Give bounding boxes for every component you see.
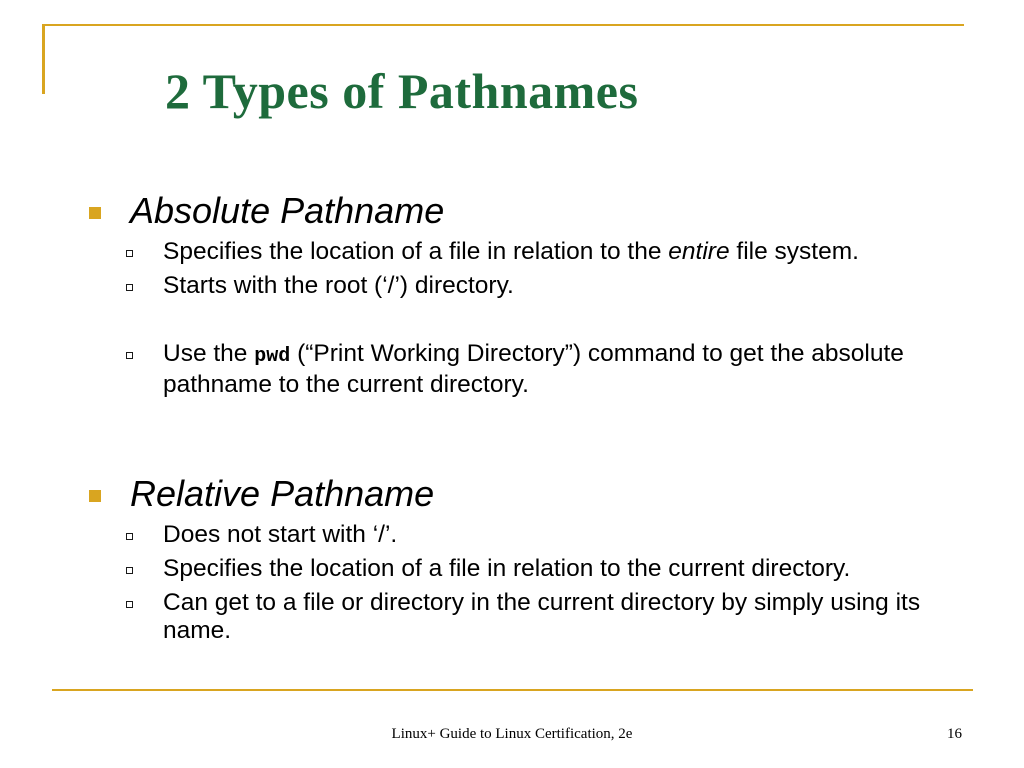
bullet-hollow-square-icon [126, 601, 133, 608]
bullet-hollow-square-icon [126, 284, 133, 291]
bullet-hollow-square-icon [126, 352, 133, 359]
bullet-hollow-square-icon [126, 567, 133, 574]
footer-divider [52, 689, 973, 691]
frame-left-line [42, 24, 45, 94]
list-item: Does not start with ‘/’. [163, 521, 398, 548]
list-item [163, 238, 978, 266]
list-item: Specifies the location of a file in relation to the current directory. [163, 555, 851, 582]
page-number: 16 [947, 726, 962, 742]
bullet-square-icon [89, 207, 101, 219]
item-text: Specifies the location of a file in relation to the [163, 238, 669, 265]
list-item: Starts with the root (‘/’) directory. [163, 272, 514, 299]
slide-title: 2 Types of Pathnames [165, 63, 639, 119]
bullet-hollow-square-icon [126, 533, 133, 540]
frame-top-line [42, 24, 964, 26]
section-heading-relative: Relative Pathname [130, 473, 435, 514]
list-item: Can get to a file or directory in the current directory by simply using its name. [163, 589, 921, 644]
item-text: (“Print Working Directory”) command to get the absolute pathname to the current directory. [163, 340, 904, 398]
item-text: Use the [163, 340, 255, 367]
item-emphasis: entire [668, 238, 730, 265]
list-item [163, 340, 978, 399]
footer-text: Linux+ Guide to Linux Certification, 2e [391, 726, 633, 742]
command-code: pwd [254, 345, 291, 368]
bullet-hollow-square-icon [126, 250, 133, 257]
section-heading-absolute: Absolute Pathname [130, 190, 445, 231]
item-text: file system. [729, 238, 859, 265]
bullet-square-icon [89, 490, 101, 502]
